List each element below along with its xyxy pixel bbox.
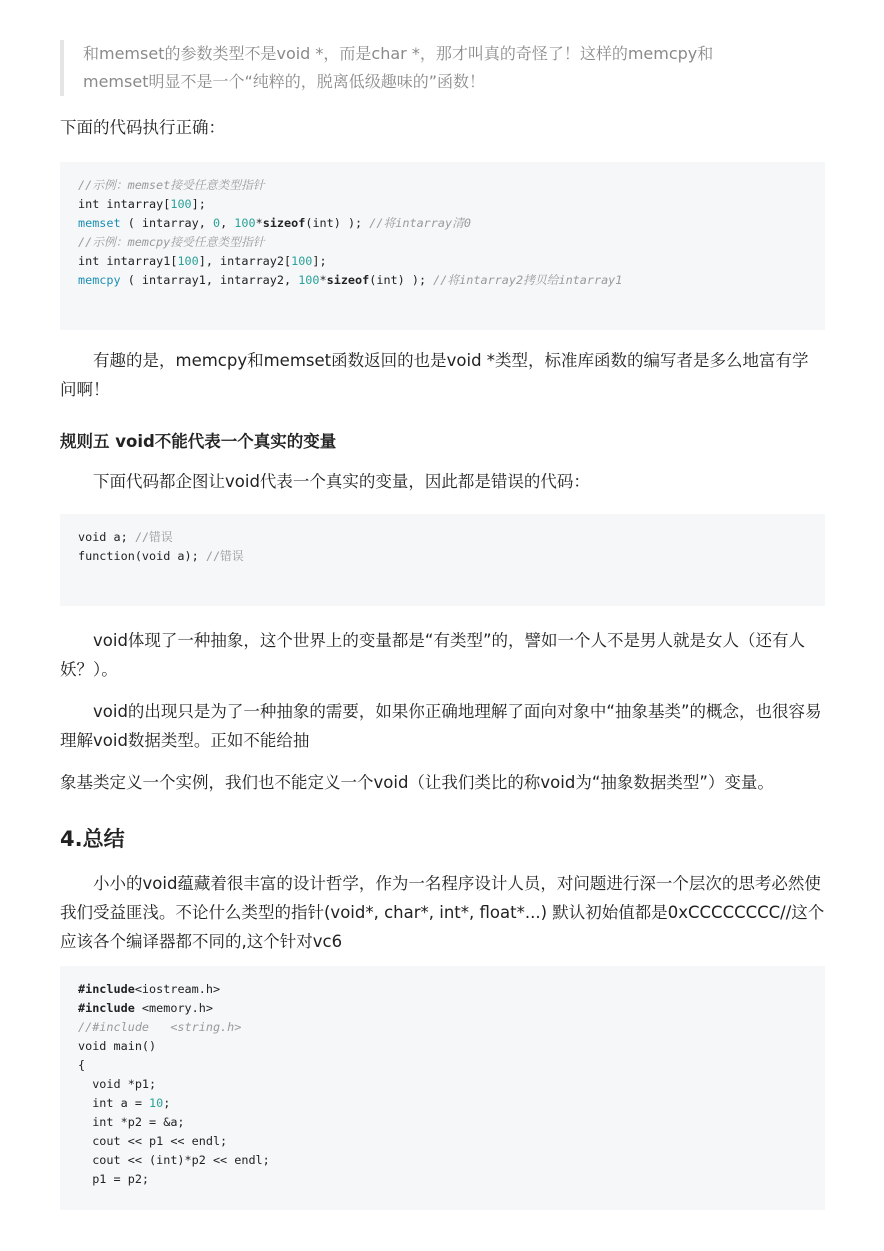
code-line: p1 = p2; [78, 1172, 150, 1186]
code-comment: //示例：memset接受任意类型指针 [78, 178, 265, 192]
code-line: int intarray[100]; [78, 197, 206, 211]
code-line: cout << (int)*p2 << endl; [78, 1153, 270, 1167]
para-wrong-intro: 下面代码都企图让void代表一个真实的变量，因此都是错误的代码： [93, 472, 590, 491]
para-abstract-3: 象基类定义一个实例，我们也不能定义一个void（让我们类比的称void为“抽象数据类型”）变量。 [60, 773, 774, 792]
code-line: memset ( intarray, 0, 100*sizeof(int) ); //将intarray清0 [78, 216, 471, 230]
code-line: void a; //错误 [78, 530, 173, 544]
code-comment: //示例：memcpy接受任意类型指针 [78, 235, 265, 249]
code-comment: //#include <string.h> [78, 1020, 242, 1034]
blockquote [60, 40, 825, 96]
code-line: #include <memory.h> [78, 1001, 213, 1015]
code-block-main[interactable] [60, 966, 825, 1210]
code-line: { [78, 1058, 86, 1072]
code-line: int *p2 = &a; [78, 1115, 185, 1129]
para-interesting: 有趣的是，memcpy和memset函数返回的也是void *类型，标准库函数的编写者是多么地富有学问啊！ [60, 351, 809, 399]
section-heading-summary: 4.总结 [60, 827, 125, 851]
code-block-void-errors[interactable] [60, 514, 825, 606]
code-line: int a = 10; [78, 1096, 171, 1110]
code-line: void *p1; [78, 1077, 157, 1091]
para-abstract-1: void体现了一种抽象，这个世界上的变量都是“有类型”的，譬如一个人不是男人就是女人（还有人妖？）。 [60, 631, 806, 679]
rule5-heading: 规则五 void不能代表一个真实的变量 [60, 432, 337, 451]
blockquote-line-1: 和memset的参数类型不是void *，而是char *，那才叫真的奇怪了！这样的memcpy和 [83, 44, 714, 63]
para-summary: 小小的void蕴藏着很丰富的设计哲学，作为一名程序设计人员，对问题进行深一个层次的思考必然使我们受益匪浅。不论什么类型的指针(void*, char*, int*, float*...) 默认初始值都是0xCCCCCCCC//这个应该各个编译器都不同的,这个针对vc6 [60, 874, 825, 951]
code-block-memset-memcpy[interactable] [60, 162, 825, 330]
para-abstract-2: void的出现只是为了一种抽象的需要，如果你正确地理解了面向对象中“抽象基类”的概念，也很容易理解void数据类型。正如不能给抽 [60, 702, 822, 750]
code-line: cout << p1 << endl; [78, 1134, 228, 1148]
code-line: int intarray1[100], intarray2[100]; [78, 254, 327, 268]
code-line: function(void a); //错误 [78, 549, 244, 563]
code-line: void main() [78, 1039, 157, 1053]
code-line: #include<iostream.h> [78, 982, 221, 996]
code-line: memcpy ( intarray1, intarray2, 100*sizeof(int) ); //将intarray2拷贝给intarray1 [78, 273, 623, 287]
blockquote-line-2: memset明显不是一个“纯粹的，脱离低级趣味的”函数！ [83, 72, 486, 91]
intro-correct-text: 下面的代码执行正确： [60, 118, 225, 137]
